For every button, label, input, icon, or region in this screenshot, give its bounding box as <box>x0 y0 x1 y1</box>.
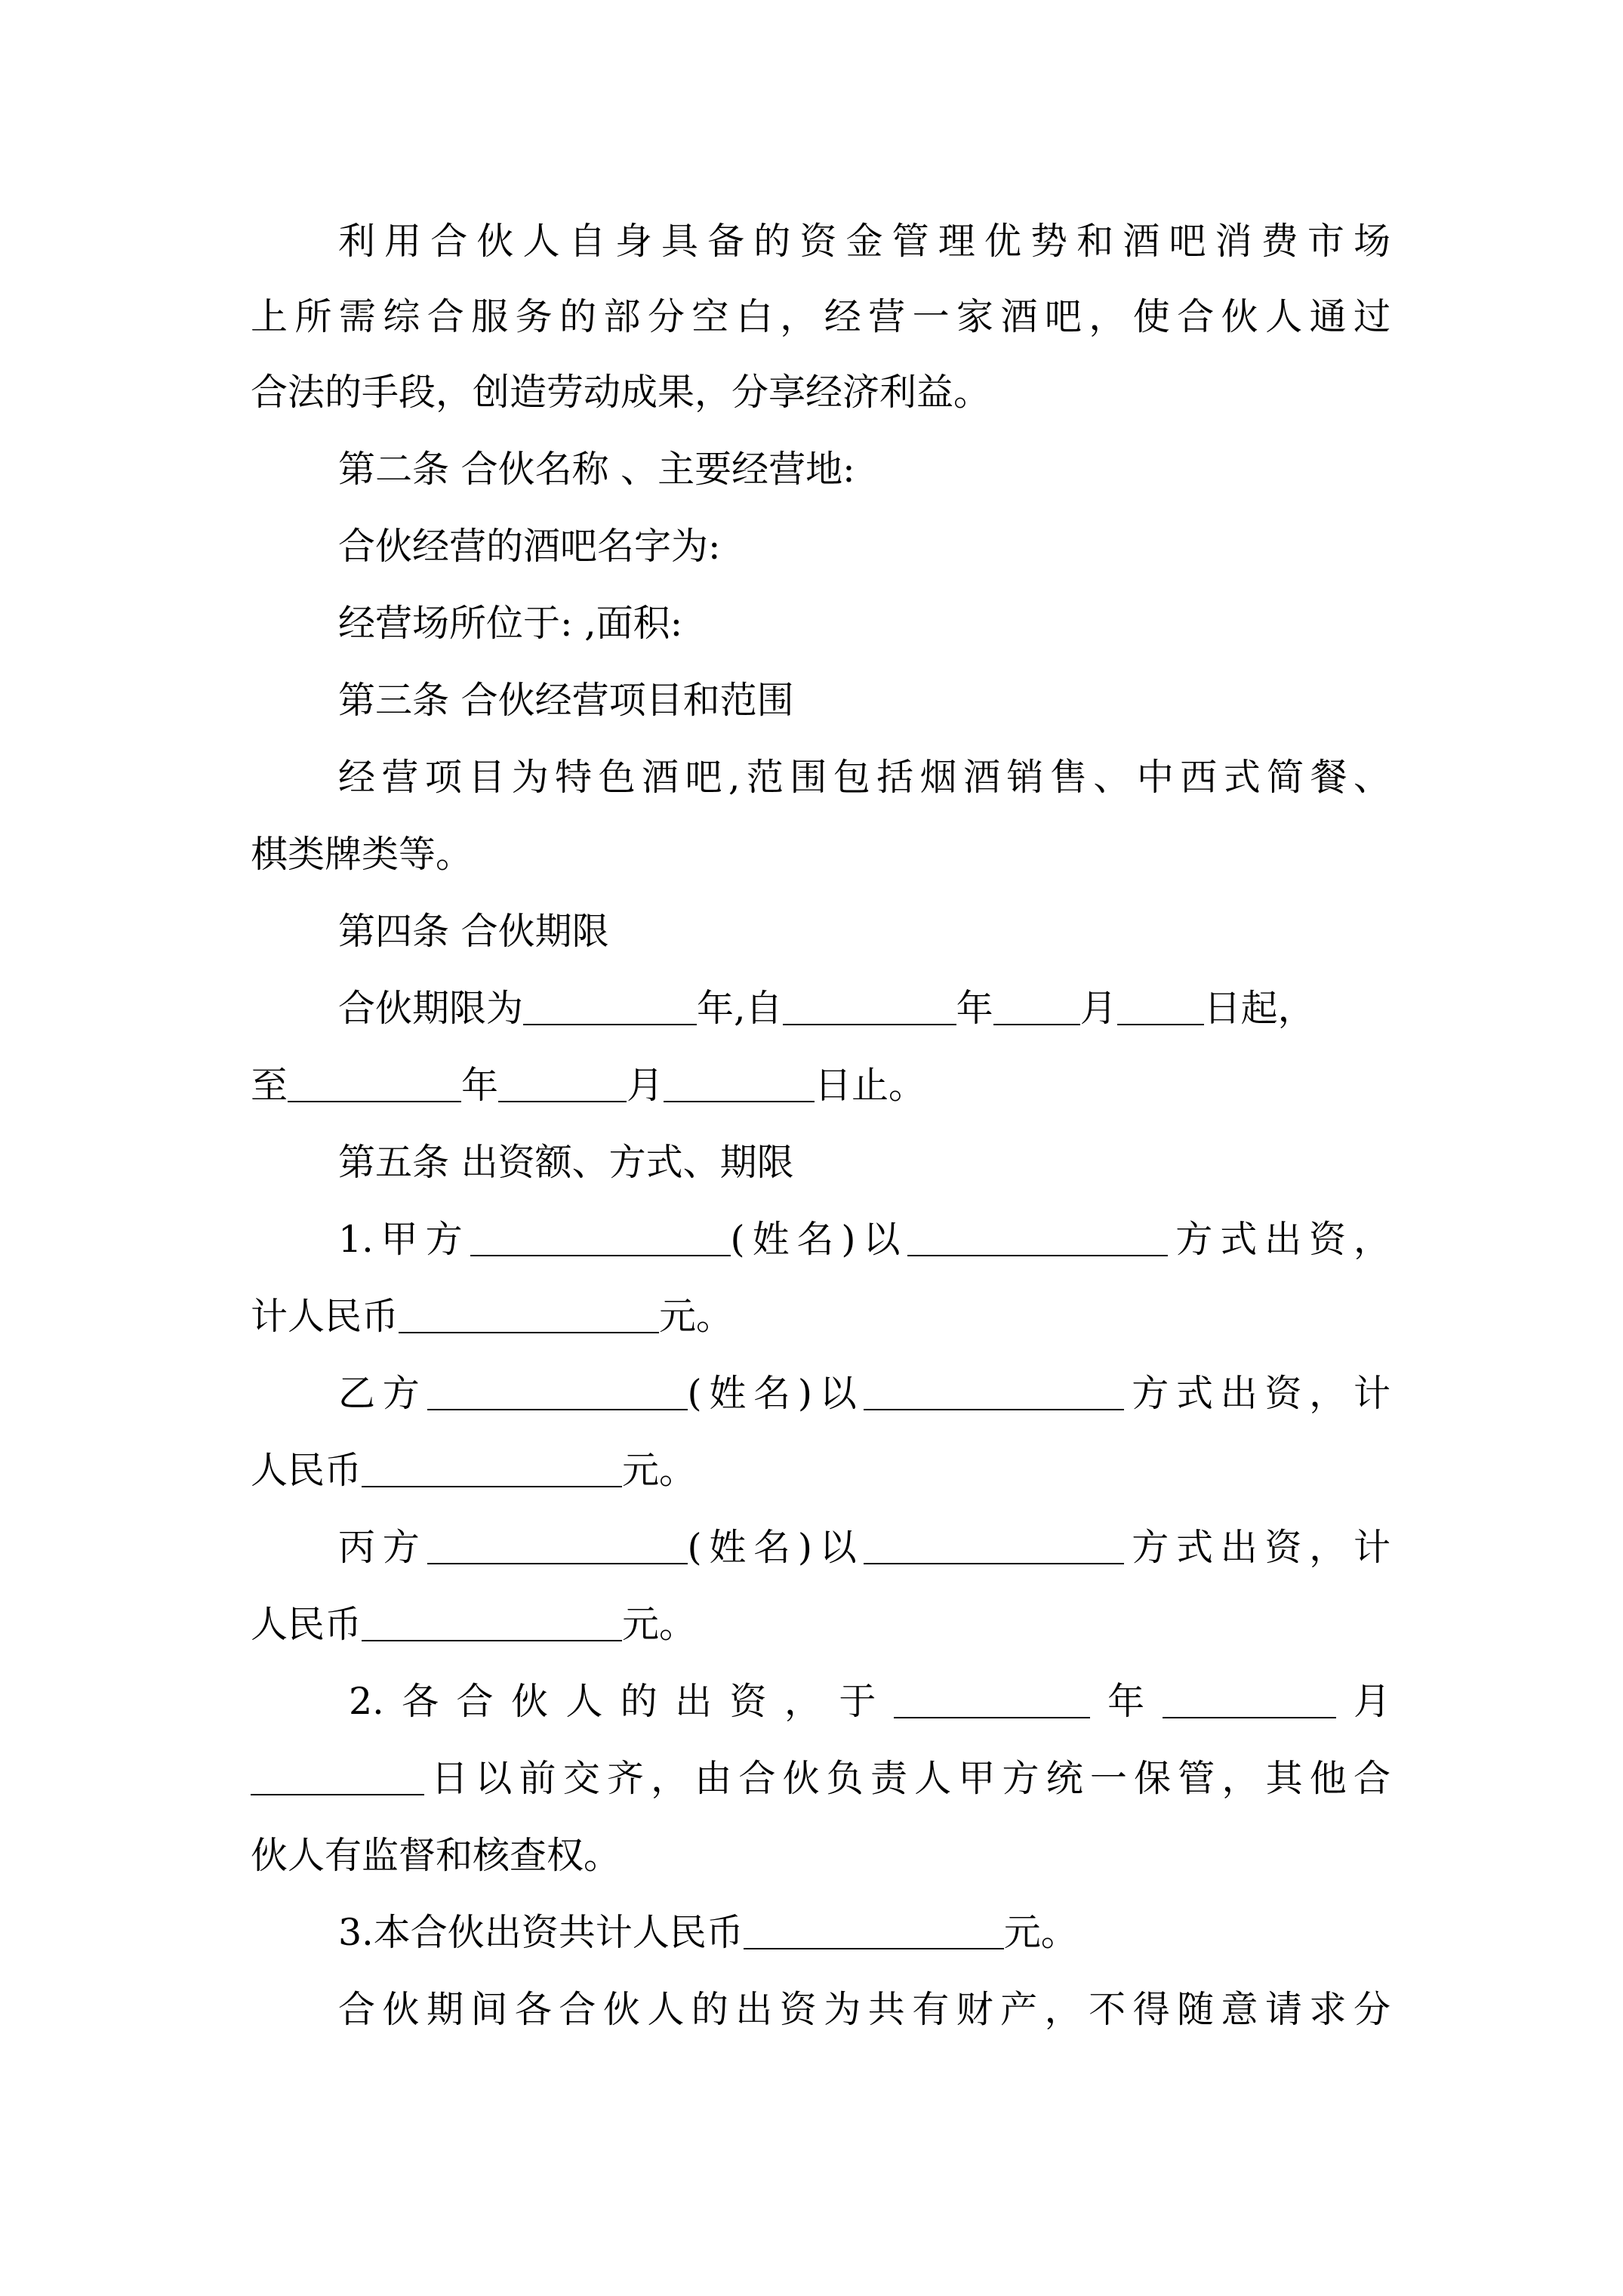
contribution-line <box>338 1510 1390 1586</box>
text-segment: 年 <box>461 1064 499 1107</box>
fill-blank <box>427 1362 688 1410</box>
text-segment: 人民币 <box>251 1603 362 1646</box>
text-segment: 月 <box>1079 987 1117 1030</box>
text-segment: (姓名)以 <box>730 1218 908 1261</box>
text-segment: 日止。 <box>815 1064 926 1107</box>
fill-blank <box>498 1054 627 1102</box>
contribution-line <box>251 1587 1390 1663</box>
text-segment: 方式出资，计 <box>1124 1372 1390 1415</box>
fill-blank <box>288 1054 461 1102</box>
fill-blank <box>251 1747 424 1795</box>
article-heading: 第四条 合伙期限 <box>338 910 609 953</box>
paragraph-line: 利用合伙人自身具备的资金管理优势和酒吧消费市场 <box>338 220 1390 263</box>
fill-blank <box>664 1054 815 1102</box>
article-heading: 第二条 合伙名称 、主要经营地: <box>338 448 855 491</box>
text-segment: 年 <box>956 987 993 1030</box>
text-segment: 元。 <box>1003 1911 1078 1954</box>
text-segment: 年,自 <box>697 987 783 1030</box>
contribution-line <box>338 1356 1390 1432</box>
fill-blank <box>1163 1670 1336 1718</box>
fill-blank <box>362 1593 622 1641</box>
text-segment: 元。 <box>622 1449 697 1492</box>
fill-blank <box>399 1285 659 1333</box>
fill-blank <box>864 1362 1124 1410</box>
fill-blank <box>362 1439 622 1487</box>
text-segment: 日以前交齐，由合伙负责人甲方统一保管，其他合 <box>424 1757 1390 1800</box>
term-line-1 <box>338 971 1390 1046</box>
paragraph-line: 棋类牌类等。 <box>251 833 473 876</box>
contribution-line <box>251 1279 1390 1354</box>
term-line-2 <box>251 1048 1390 1123</box>
text-segment: 计人民币 <box>251 1295 399 1338</box>
fill-blank <box>427 1516 688 1564</box>
contribution-line <box>338 1202 1390 1277</box>
text-segment: 方式出资，计 <box>1124 1526 1390 1569</box>
fill-blank <box>894 1670 1090 1718</box>
paragraph-line: 合伙期间各合伙人的出资为共有财产，不得随意请求分 <box>338 1988 1390 2031</box>
text-segment: 2.各合伙人的出资，于 <box>349 1680 894 1723</box>
text-segment: 甲方 <box>373 1218 470 1261</box>
fill-blank <box>744 1901 1004 1949</box>
article-heading: 第五条 出资额、方式、期限 <box>338 1141 794 1184</box>
deadline-line <box>251 1741 1390 1817</box>
text-segment: 乙方 <box>338 1372 427 1415</box>
fill-blank <box>1117 977 1204 1025</box>
text-segment: 元。 <box>659 1295 734 1338</box>
text-segment: 年 <box>1089 1680 1163 1723</box>
text-segment: 丙方 <box>338 1526 427 1569</box>
paragraph-line: 经营场所位于: ,面积: <box>338 602 683 645</box>
paragraph-line: 合法的手段，创造劳动成果，分享经济利益。 <box>251 371 991 414</box>
total-line <box>338 1895 1390 1971</box>
text-segment: 月 <box>1335 1680 1390 1723</box>
text-segment: 合伙期限为 <box>338 987 524 1030</box>
paragraph-line: 经营项目为特色酒吧,范围包括烟酒销售、中西式简餐、 <box>338 756 1390 799</box>
text-segment: 元。 <box>622 1603 697 1646</box>
fill-blank <box>993 977 1080 1025</box>
text-segment: 至 <box>251 1064 288 1107</box>
fill-blank <box>783 977 956 1025</box>
fill-blank <box>523 977 697 1025</box>
article-heading: 第三条 合伙经营项目和范围 <box>338 679 794 722</box>
fill-blank <box>470 1208 731 1256</box>
text-segment: 日起， <box>1203 987 1315 1030</box>
paragraph-line: 伙人有监督和核查权。 <box>251 1834 621 1877</box>
deadline-line <box>349 1664 1390 1740</box>
text-segment: 3.本合伙出资共计人民币 <box>338 1911 744 1954</box>
paragraph-line: 合伙经营的酒吧名字为: <box>338 525 721 568</box>
fill-blank <box>907 1208 1168 1256</box>
text-segment: (姓名)以 <box>687 1526 864 1569</box>
text-segment: (姓名)以 <box>687 1372 864 1415</box>
text-segment: 1. <box>338 1218 374 1261</box>
text-segment: 月 <box>627 1064 664 1107</box>
text-segment: 方式出资， <box>1168 1218 1390 1261</box>
fill-blank <box>864 1516 1124 1564</box>
contribution-line <box>251 1433 1390 1509</box>
text-segment: 人民币 <box>251 1449 362 1492</box>
paragraph-line: 上所需综合服务的部分空白，经营一家酒吧，使合伙人通过 <box>251 295 1390 338</box>
